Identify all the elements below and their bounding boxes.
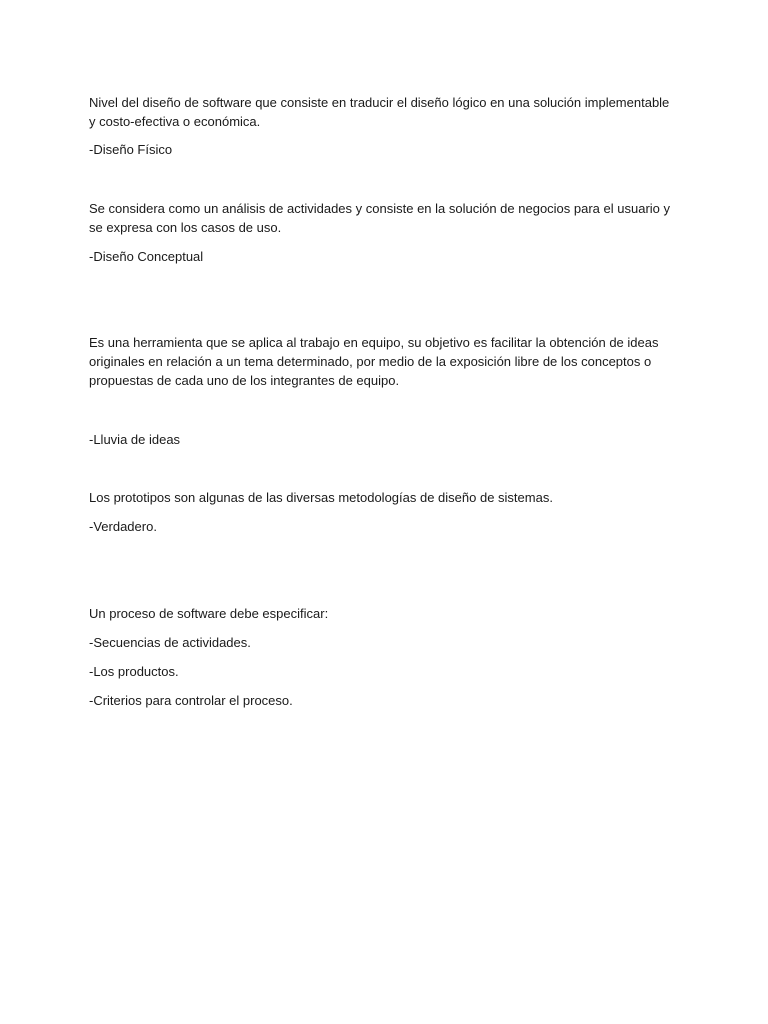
question-4: Los prototipos son algunas de las diversas metodologías de diseño de sistemas. bbox=[89, 490, 553, 505]
answer-5-3: -Criterios para controlar el proceso. bbox=[89, 693, 293, 708]
answer-5-2: -Los productos. bbox=[89, 664, 179, 679]
question-1: Nivel del diseño de software que consiste en traducir el diseño lógico en una solución implementable y costo-efectiva o económica. bbox=[89, 95, 670, 129]
answer-4: -Verdadero. bbox=[89, 519, 157, 534]
question-3: Es una herramienta que se aplica al trabajo en equipo, su objetivo es facilitar la obtención de ideas originales en relación a un tema determinado, por medio de la exposición libre de los conceptos o propuestas de cada uno de los integrantes de equipo. bbox=[89, 335, 659, 388]
answer-1: -Diseño Físico bbox=[89, 142, 173, 157]
answer-2: -Diseño Conceptual bbox=[89, 249, 204, 264]
question-5: Un proceso de software debe especificar: bbox=[89, 606, 329, 621]
answer-5-1: -Secuencias de actividades. bbox=[89, 635, 251, 650]
answer-3: -Lluvia de ideas bbox=[89, 432, 181, 447]
question-2: Se considera como un análisis de actividades y consiste en la solución de negocios para el usuario y se expresa con los casos de uso. bbox=[89, 201, 671, 235]
